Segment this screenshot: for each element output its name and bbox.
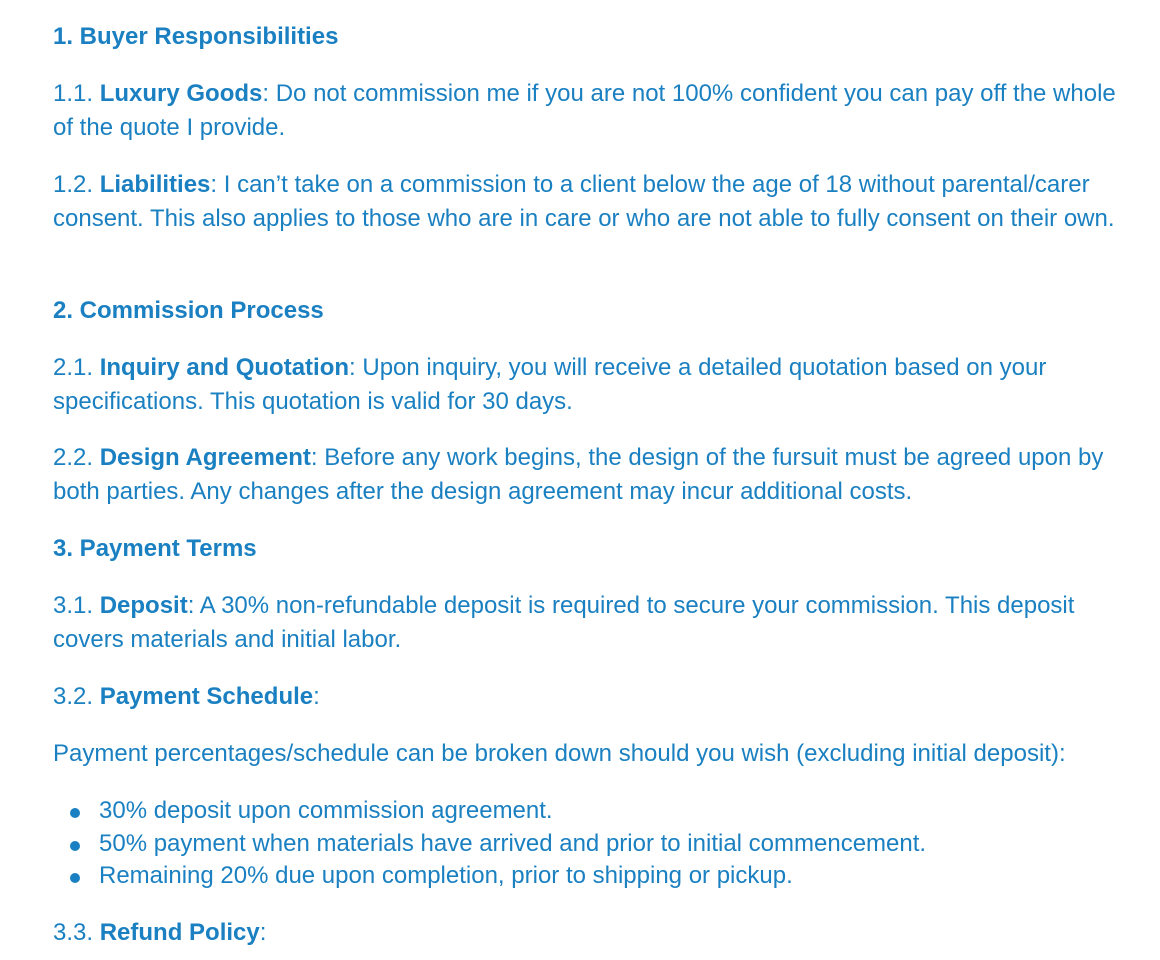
list-item-text: Remaining 20% due upon completion, prior to shipping or pickup.: [99, 862, 793, 889]
clause-number: 1.1.: [53, 80, 100, 107]
payment-schedule-list: [53, 795, 1123, 893]
clause-1-1: [53, 77, 1123, 145]
clause-number: 2.1.: [53, 354, 100, 381]
clause-text: : Upon inquiry, you will receive a detailed quotation based on your specifications. This quotation is valid for 30 days.: [53, 354, 1047, 415]
clause-text: :: [259, 919, 267, 946]
clause-number: 2.2.: [53, 444, 100, 471]
clause-3-3: [53, 916, 266, 950]
clause-term: Liabilities: [99, 171, 211, 198]
bullet-icon: [70, 841, 80, 851]
clause-2-1: [53, 351, 1123, 419]
clause-text: : I can’t take on a commission to a client below the age of 18 without parental/carer consent. This also applies to those who are in care or who are not able to fully consent on their own.: [53, 171, 1115, 232]
clause-2-2: [53, 441, 1123, 509]
clause-number: 3.2.: [53, 683, 100, 710]
bullet-icon: [70, 808, 80, 818]
bullet-icon: [70, 873, 80, 883]
clause-term: Luxury Goods: [99, 80, 263, 107]
clause-term: Design Agreement: [99, 444, 311, 471]
clause-text: :: [313, 683, 320, 710]
clause-3-1: [53, 589, 1123, 657]
list-item: [53, 828, 1123, 861]
clause-term: Refund Policy: [99, 919, 260, 946]
clause-text: : Before any work begins, the design of the fursuit must be agreed upon by both parties. Any changes after the design agreement may incur additional costs.: [53, 444, 1104, 505]
clause-3-2: [53, 680, 320, 714]
clause-text: : Do not commission me if you are not 100% confident you can pay off the whole of the quote I provide.: [53, 80, 1116, 141]
section-heading-payment-terms: 3. Payment Terms: [53, 535, 257, 562]
clause-number: 1.2.: [53, 171, 100, 198]
clause-text: : A 30% non-refundable deposit is required to secure your commission. This deposit covers materials and initial labor.: [53, 592, 1075, 653]
list-item: [53, 860, 1123, 893]
clause-term: Payment Schedule: [99, 683, 314, 710]
section-heading-buyer-responsibilities: 1. Buyer Responsibilities: [53, 23, 339, 50]
list-item: [53, 795, 1123, 828]
clause-term: Deposit: [99, 592, 188, 619]
clause-number: 3.3.: [53, 919, 100, 946]
clause-number: 3.1.: [53, 592, 100, 619]
list-item-text: 50% payment when materials have arrived and prior to initial commencement.: [99, 829, 927, 857]
section-heading-commission-process: 2. Commission Process: [53, 297, 324, 324]
payment-schedule-intro: Payment percentages/schedule can be broken down should you wish (excluding initial deposit):: [53, 740, 1066, 767]
list-item-text: 30% deposit upon commission agreement.: [99, 797, 553, 824]
clause-term: Inquiry and Quotation: [99, 354, 350, 381]
clause-1-2: [53, 168, 1123, 236]
